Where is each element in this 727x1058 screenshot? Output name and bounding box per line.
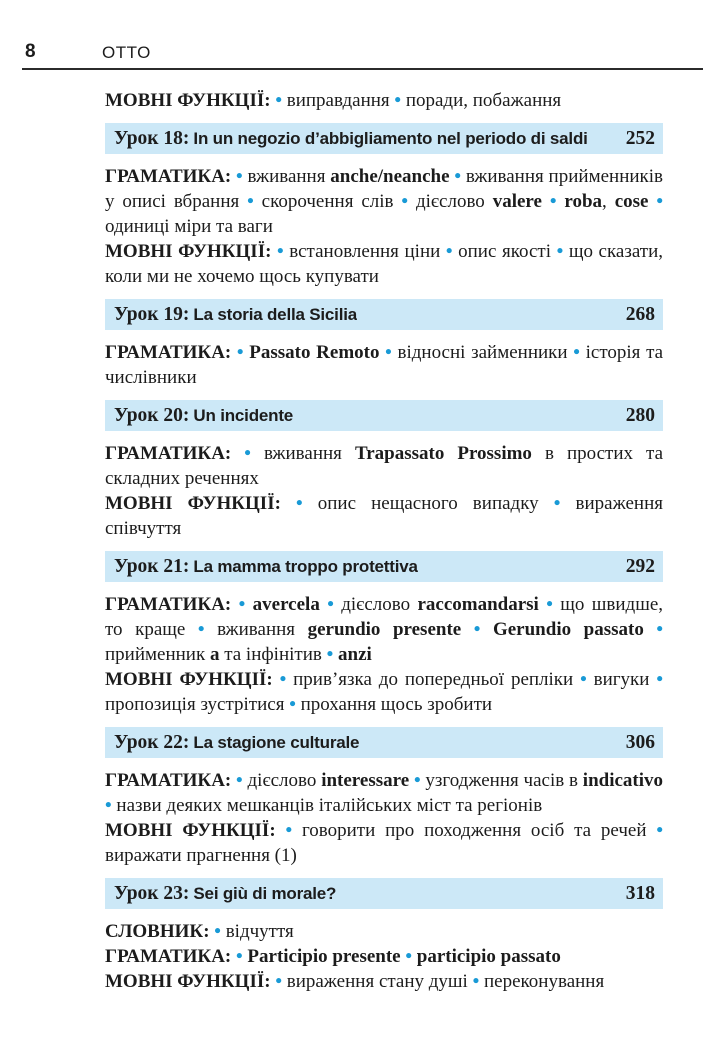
toc-row <box>105 919 663 944</box>
term-bold: interessare <box>321 770 410 791</box>
row-label: МОВНІ ФУНКЦІЇ: <box>105 971 271 992</box>
bullet-icon: • <box>648 191 663 212</box>
row-label: МОВНІ ФУНКЦІЇ: <box>105 241 272 262</box>
lesson-heading <box>114 128 588 150</box>
toc-content <box>105 88 663 994</box>
bullet-icon: • <box>271 241 290 262</box>
text-run: , <box>602 191 615 212</box>
bullet-icon: • <box>105 795 117 816</box>
bullet-icon: • <box>440 241 459 262</box>
text-run: прив’язка до попередньої репліки <box>293 669 574 690</box>
text-run: вигуки <box>593 669 650 690</box>
term-bold: a <box>209 644 220 665</box>
bullet-icon: • <box>239 191 262 212</box>
text-run: опис нещасного випадку <box>317 493 539 514</box>
lesson-header-bar <box>105 878 663 909</box>
lesson-section <box>105 299 663 390</box>
lesson-heading <box>114 405 293 427</box>
text-run: виражати прагнення (1) <box>105 845 297 866</box>
lesson-rows <box>105 164 663 289</box>
text-run: дієслово <box>341 594 418 615</box>
bullet-icon: • <box>449 166 466 187</box>
lesson-title: La stagione culturale <box>193 732 360 752</box>
intro-row-slot <box>105 88 663 113</box>
bullet-icon: • <box>231 166 248 187</box>
text-run: одиниці міри та ваги <box>105 216 273 237</box>
bullet-icon: • <box>209 921 226 942</box>
text-run: що сказати, коли ми не хочемо щось купувати <box>105 241 664 287</box>
term-bold: Passato Remoto <box>249 342 380 363</box>
bullet-icon: • <box>461 619 493 640</box>
toc-row <box>105 441 663 491</box>
lesson-header-bar <box>105 299 663 330</box>
lesson-rows <box>105 919 663 994</box>
lesson-rows <box>105 768 663 868</box>
text-run: пропозиція зустрітися <box>105 694 285 715</box>
toc-row <box>105 164 663 239</box>
text-run: в простих та складних реченнях <box>105 443 663 489</box>
row-label: МОВНІ ФУНКЦІЇ: <box>105 820 276 841</box>
term-bold: roba <box>564 191 603 212</box>
lesson-heading <box>114 732 359 754</box>
bullet-icon: • <box>573 669 594 690</box>
lesson-heading <box>114 304 357 326</box>
lesson-heading <box>114 556 418 578</box>
lesson-page-number: 268 <box>625 303 655 325</box>
toc-row <box>105 239 663 289</box>
text-run: говорити про походження осіб та речей <box>301 820 647 841</box>
text-run: відчуття <box>225 921 294 942</box>
lesson-header-bar <box>105 551 663 582</box>
text-run: дієслово <box>247 770 322 791</box>
bullet-icon: • <box>231 770 248 791</box>
lesson-number: Урок 19: <box>114 303 190 325</box>
row-label: ГРАМАТИКА: <box>105 443 232 464</box>
bullet-icon: • <box>272 669 294 690</box>
lesson-page-number: 318 <box>625 882 655 904</box>
toc-row <box>105 340 663 390</box>
lesson-rows <box>105 340 663 390</box>
text-run: відносні займенники <box>397 342 568 363</box>
lesson-section <box>105 727 663 868</box>
bullet-icon: • <box>409 770 426 791</box>
term-bold: participio passato <box>416 946 561 967</box>
lesson-number: Урок 18: <box>114 127 190 149</box>
term-bold: avercela <box>252 594 320 615</box>
lesson-title: In un negozio d’abbigliamento nel periodo di saldi <box>193 128 588 148</box>
bullet-icon: • <box>275 820 302 841</box>
bullet-icon: • <box>270 90 287 111</box>
bullet-icon: • <box>231 594 253 615</box>
text-run: вираження співчуття <box>105 493 663 539</box>
running-title: OTTO <box>102 43 151 62</box>
row-label: ГРАМАТИКА: <box>105 342 232 363</box>
bullet-icon: • <box>379 342 398 363</box>
text-run: дієслово <box>415 191 493 212</box>
lesson-section <box>105 400 663 541</box>
text-run: вираження стану душі <box>286 971 468 992</box>
lesson-section <box>105 123 663 289</box>
bullet-icon: • <box>231 946 248 967</box>
bullet-icon: • <box>185 619 218 640</box>
text-run: скорочення слів <box>261 191 394 212</box>
text-run: переконування <box>484 971 605 992</box>
text-run: узгодження часів в <box>425 770 583 791</box>
bullet-icon: • <box>319 594 342 615</box>
bullet-icon: • <box>321 644 339 665</box>
lesson-rows <box>105 441 663 541</box>
text-run: прохання щось зробити <box>300 694 493 715</box>
term-bold: Gerundio passato <box>492 619 644 640</box>
row-label: ГРАМАТИКА: <box>105 166 232 187</box>
bullet-icon: • <box>646 820 663 841</box>
row-label: ГРАМАТИКА: <box>105 770 232 791</box>
bullet-icon: • <box>538 594 561 615</box>
text-run: вживання <box>247 166 331 187</box>
bullet-icon: • <box>400 946 417 967</box>
lesson-section <box>105 551 663 717</box>
term-bold: valere <box>492 191 542 212</box>
page-number: 8 <box>25 41 36 62</box>
text-run: та інфінітив <box>219 644 322 665</box>
text-run: виправдання <box>286 90 390 111</box>
lesson-header-bar <box>105 400 663 431</box>
term-bold: cose <box>614 191 649 212</box>
lesson-rows <box>105 592 663 717</box>
bullet-icon: • <box>467 971 484 992</box>
toc-row <box>105 491 663 541</box>
lessons-list <box>105 123 663 994</box>
lesson-title: Sei giù di morale? <box>193 883 337 903</box>
bullet-icon: • <box>643 619 664 640</box>
term-bold: Trapassato Prossimo <box>354 443 532 464</box>
lesson-number: Урок 21: <box>114 555 190 577</box>
bullet-icon: • <box>538 493 576 514</box>
term-bold: Participio presente <box>247 946 401 967</box>
toc-row <box>105 818 663 868</box>
row-label: ГРАМАТИКА: <box>105 946 232 967</box>
text-run: прийменник <box>105 644 210 665</box>
text-run: вживання <box>263 443 355 464</box>
lesson-page-number: 252 <box>625 127 655 149</box>
toc-row <box>105 667 663 717</box>
bullet-icon: • <box>389 90 406 111</box>
text-run: назви деяких мешканців італійських міст та регіонів <box>116 795 543 816</box>
toc-row <box>105 969 663 994</box>
term-bold: raccomandarsi <box>417 594 539 615</box>
toc-row <box>105 88 663 113</box>
toc-row <box>105 768 663 818</box>
text-run: історія та числівники <box>105 342 664 388</box>
text-run: опис якості <box>458 241 551 262</box>
term-bold: indicativo <box>582 770 664 791</box>
lesson-page-number: 292 <box>625 555 655 577</box>
lesson-number: Урок 20: <box>114 404 190 426</box>
bullet-icon: • <box>550 241 569 262</box>
term-bold: anche/neanche <box>330 166 450 187</box>
lesson-title: La mamma troppo protettiva <box>193 556 418 576</box>
text-run: вживання <box>217 619 308 640</box>
bullet-icon: • <box>393 191 416 212</box>
toc-row <box>105 592 663 667</box>
row-label: СЛОВНИК: <box>105 921 210 942</box>
header-rule <box>22 68 703 70</box>
lesson-title: La storia della Sicilia <box>193 304 358 324</box>
bullet-icon: • <box>284 694 301 715</box>
bullet-icon: • <box>231 443 264 464</box>
row-label: МОВНІ ФУНКЦІЇ: <box>105 493 281 514</box>
lesson-heading <box>114 883 336 905</box>
term-bold: gerundio presente <box>307 619 462 640</box>
toc-row <box>105 944 663 969</box>
lesson-title: Un incidente <box>193 405 294 425</box>
bullet-icon: • <box>280 493 318 514</box>
term-bold: anzi <box>338 644 372 665</box>
bullet-icon: • <box>270 971 287 992</box>
lesson-number: Урок 23: <box>114 882 190 904</box>
bullet-icon: • <box>231 342 250 363</box>
lesson-header-bar <box>105 727 663 758</box>
text-run: вживання прийменників у описі вбрання <box>105 166 664 212</box>
text-run: що швидше, то краще <box>105 594 664 640</box>
lesson-header-bar <box>105 123 663 154</box>
lesson-number: Урок 22: <box>114 731 190 753</box>
bullet-icon: • <box>567 342 586 363</box>
bullet-icon: • <box>541 191 565 212</box>
text-run: встановлення ціни <box>289 241 441 262</box>
bullet-icon: • <box>649 669 664 690</box>
row-label: ГРАМАТИКА: <box>105 594 232 615</box>
row-label: МОВНІ ФУНКЦІЇ: <box>105 90 271 111</box>
text-run: поради, побажання <box>405 90 562 111</box>
lesson-section <box>105 878 663 994</box>
row-label: МОВНІ ФУНКЦІЇ: <box>105 669 273 690</box>
lesson-page-number: 280 <box>625 404 655 426</box>
lesson-page-number: 306 <box>625 731 655 753</box>
